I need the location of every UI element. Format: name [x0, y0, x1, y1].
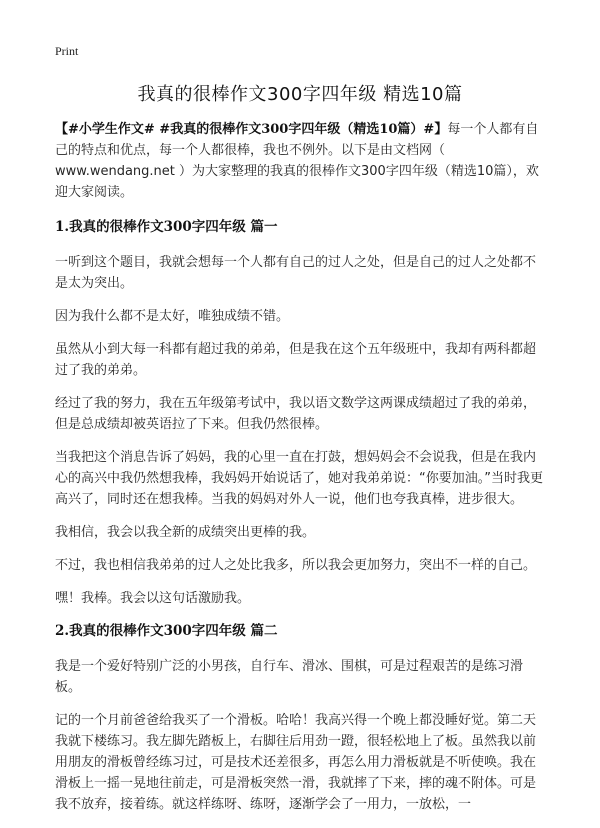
article-body	[55, 119, 547, 827]
paragraph: 虽然从小到大每一科都有超过我的弟弟，但是我在这个五年级班中，我却有两科都超过了我的弟弟。	[55, 342, 537, 378]
paragraph: 我是一个爱好特别广泛的小男孩，自行车、滑冰、围棋，可是过程艰苦的是练习滑板。	[55, 659, 524, 695]
intro-text: 每一个人都有自己的特点和优点，每一个人都很棒，我也不例外。以下是由文档网（ www.wendang.net ）为大家整理的我真的很棒作文300字四年级（精选10篇），欢迎大家阅读。	[55, 122, 539, 200]
paragraph: 不过，我也相信我弟弟的过人之处比我多，所以我会更加努力，突出不一样的自己。	[55, 558, 537, 573]
print-label: Print	[55, 44, 79, 58]
section-heading: 1.我真的很棒作文300字四年级 篇一	[55, 219, 278, 235]
paragraph: 因为我什么都不是太好，唯独成绩不错。	[55, 309, 290, 324]
section-heading: 2.我真的很棒作文300字四年级 篇二	[55, 623, 278, 639]
paragraph: 一听到这个题目，我就会想每一个人都有自己的过人之处，但是自己的过人之处都不是太为突出。	[55, 255, 537, 291]
paragraph: 我相信，我会以我全新的成绩突出更棒的我。	[55, 525, 316, 540]
paragraph: 记的一个月前爸爸给我买了一个滑板。哈哈！我高兴得一个晚上都没睡好觉。第二天我就下楼练习。我左脚先踏板上，右脚往后用劲一蹬，很轻松地上了板。虽然我以前用朋友的滑板曾经练习过，可是技术还差很多，再怎么用力滑板就是不听使唤。我在滑板上一摇一晃地往前走，可是滑板突然一滑，我就摔了下来，摔的魂不附体。可是我不放弃，接着练。就这样练呀、练呀，逐渐学会了一用力，一放松，一	[55, 713, 537, 812]
page-title: 我真的很棒作文300字四年级 精选10篇	[137, 84, 463, 105]
paragraph: 当我把这个消息告诉了妈妈，我的心里一直在打鼓，想妈妈会不会说我，但是在我内心的高兴中我仍然想我棒，我妈妈开始说话了，她对我弟弟说：“你要加油。”当时我更高兴了，同时还在想我棒。当我的妈妈对外人一说，他们也夸我真棒，进步很大。	[55, 450, 543, 507]
intro-tag: 【#小学生作文# #我真的很棒作文300字四年级（精选10篇）#】	[55, 122, 448, 137]
paragraph: 经过了我的努力，我在五年级第考试中，我以语文数学这两课成绩超过了我的弟弟，但是总成绩却被英语拉了下来。但我仍然很棒。	[55, 396, 537, 432]
paragraph: 嘿！我棒。我会以这句话激励我。	[55, 591, 251, 606]
intro-paragraph	[55, 119, 547, 203]
